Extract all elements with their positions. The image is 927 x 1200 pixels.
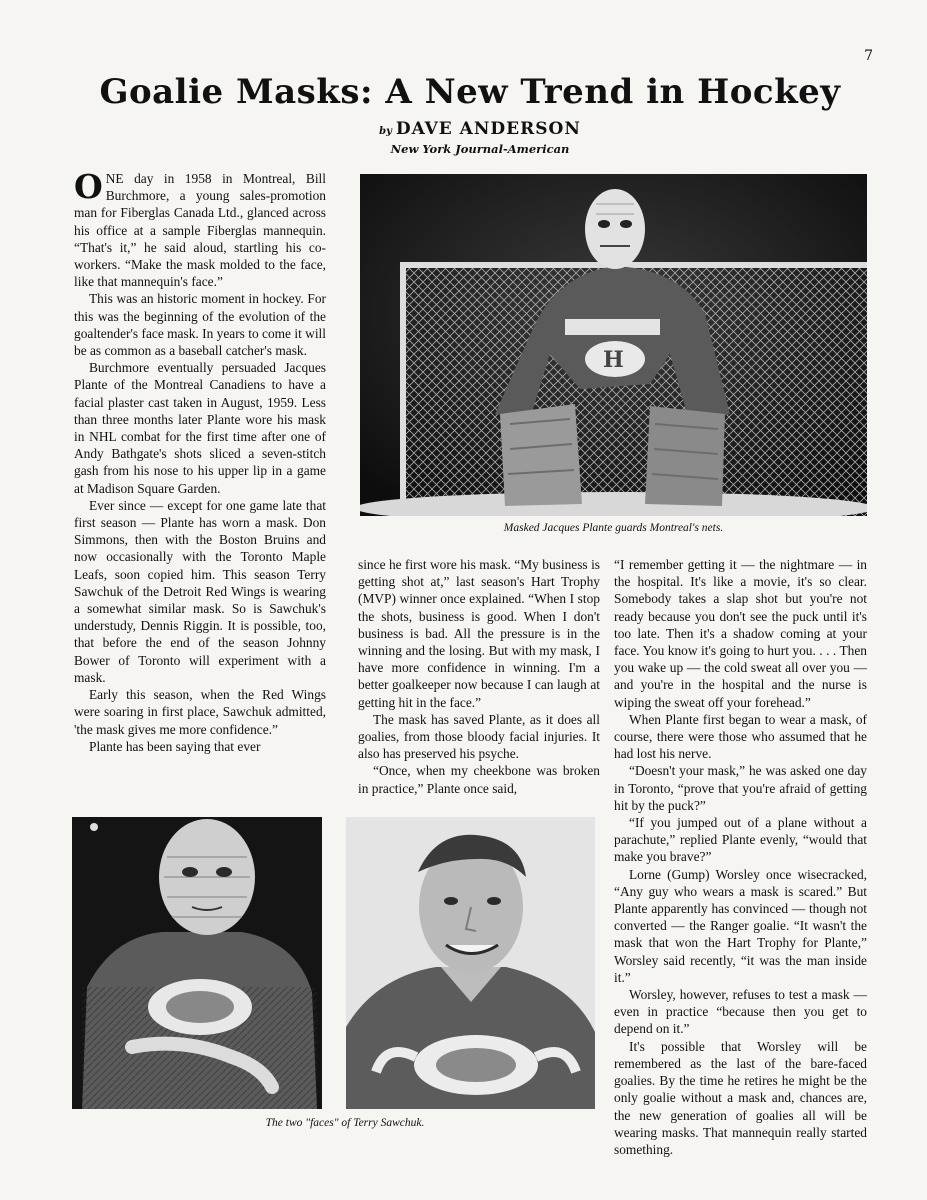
plante-caption: Masked Jacques Plante guards Montreal's nets. (503, 522, 724, 534)
headline: Goalie Masks: A New Trend in Hockey (99, 72, 841, 112)
paragraph: ONE day in 1958 in Montreal, Bill Burchmore, a young sales-promotion man for Fiberglas Canada Ltd., glanced across his office at a sample Fiberglas mannequin. “That's it,” he said aloud, startling his co-workers. “Make the mask molded to the face, like that mannequin's face.” (74, 167, 326, 290)
article-column-3 (614, 556, 867, 1158)
sawchuk-portrait-photo (346, 817, 595, 1109)
paragraph: Ever since — except for one game late that first season — Plante has worn a mask. Don Simmons, then with the Boston Bruins and now occasionally with the Toronto Maple Leafs, soon copied him. This season Terry Sawchuk of the Detroit Red Wings is wearing a somewhat similar mask. So is Sawchuk's understudy, Dennis Riggin. It is possible, too, that before the end of the season Johnny Bower of Toronto will experiment with a mask. (74, 497, 326, 685)
paragraph: This was an historic moment in hockey. For this was the beginning of the evolution of the goaltender's face mask. In years to come it will be as common as a baseball catcher's mask. (74, 291, 326, 359)
portrait-player-illustration (346, 817, 595, 1109)
masked-player-illustration (72, 817, 322, 1109)
svg-text:H: H (603, 347, 624, 373)
article-column-2 (358, 556, 600, 797)
paragraph: Early this season, when the Red Wings were soaring in first place, Sawchuk admitted, 'the mask gives me more confidence.” (74, 687, 326, 737)
plante-photo (360, 174, 867, 516)
sawchuk-caption: The two "faces" of Terry Sawchuk. (265, 1117, 425, 1129)
paragraph: “I remember getting it — the nightmare — in the hospital. It's like a movie, it's so clear. Somebody takes a slap shot but you're not ready because you don't see the puck until it's too late. Then it's a shadow coming at your face. You know it's going to hurt you. . . . Then you wake up — the cold sweat all over you — and you're in the hospital and the nurse is wiping the sweat off your forehead.” (614, 557, 867, 710)
byline (330, 119, 630, 139)
byline-by: by (379, 126, 392, 137)
paragraph: “Doesn't your mask,” he was asked one day in Toronto, “prove that you're afraid of getting hit by the puck?” (614, 763, 867, 813)
paragraph: Burchmore eventually persuaded Jacques Plante of the Montreal Canadiens to have a facial plaster cast taken in August, 1959. Less than three months later Plante wore his mask in NHL combat for the first time after one of Andy Bathgate's shots sliced a seven-stitch gash from his nose to his upper lip in a game at Madison Square Garden. (74, 360, 326, 496)
sawchuk-masked-photo (72, 817, 322, 1109)
paragraph: Worsley, however, refuses to test a mask — even in practice “because then you get to depend on it.” (614, 987, 867, 1037)
paragraph: “If you jumped out of a plane without a parachute,” replied Plante evenly, “would that make you brave?” (614, 815, 867, 865)
paragraph: The mask has saved Plante, as it does all goalies, from those bloody facial injuries. It also has preserved his psyche. (358, 711, 600, 762)
page-number: 7 (864, 48, 873, 64)
byline-source: New York Journal-American (390, 142, 570, 156)
paragraph: Lorne (Gump) Worsley once wisecracked, “Any guy who wears a mask is scared.” But Plante apparently has convinced — though not converted — the Ranger goalie. “It wasn't the mask that won the Hart Trophy for Plante,” Worsley said recently, “it was the man inside it.” (614, 866, 867, 985)
article-column-1 (74, 167, 326, 755)
paragraph: It's possible that Worsley will be remembered as the last of the bare-faced goalies. By the time he retires he might be the only goalie without a mask and, chances are, the new generation of goalies all will be wearing masks. That mannequin really started something. (614, 1038, 867, 1157)
drop-cap: O (74, 167, 103, 206)
paragraph: since he first wore his mask. “My business is getting shot at,” last season's Hart Trophy (MVP) winner once explained. “When I stop the shots, business is good. When I don't business is bad. All the pressure is in the winning and the losing. But with my mask, I have more confidence in winning. I'm a better goalkeeper now because I can laugh at getting hit in the face.” (358, 557, 600, 710)
paragraph: Plante has been saying that ever (89, 738, 261, 754)
byline-author: DAVE ANDERSON (395, 119, 581, 139)
goalie-photo-illustration (360, 174, 867, 516)
paragraph: When Plante first began to wear a mask, of course, there were those who assumed that he had lost his nerve. (614, 711, 867, 762)
paragraph: “Once, when my cheekbone was broken in practice,” Plante once said, (358, 763, 600, 796)
